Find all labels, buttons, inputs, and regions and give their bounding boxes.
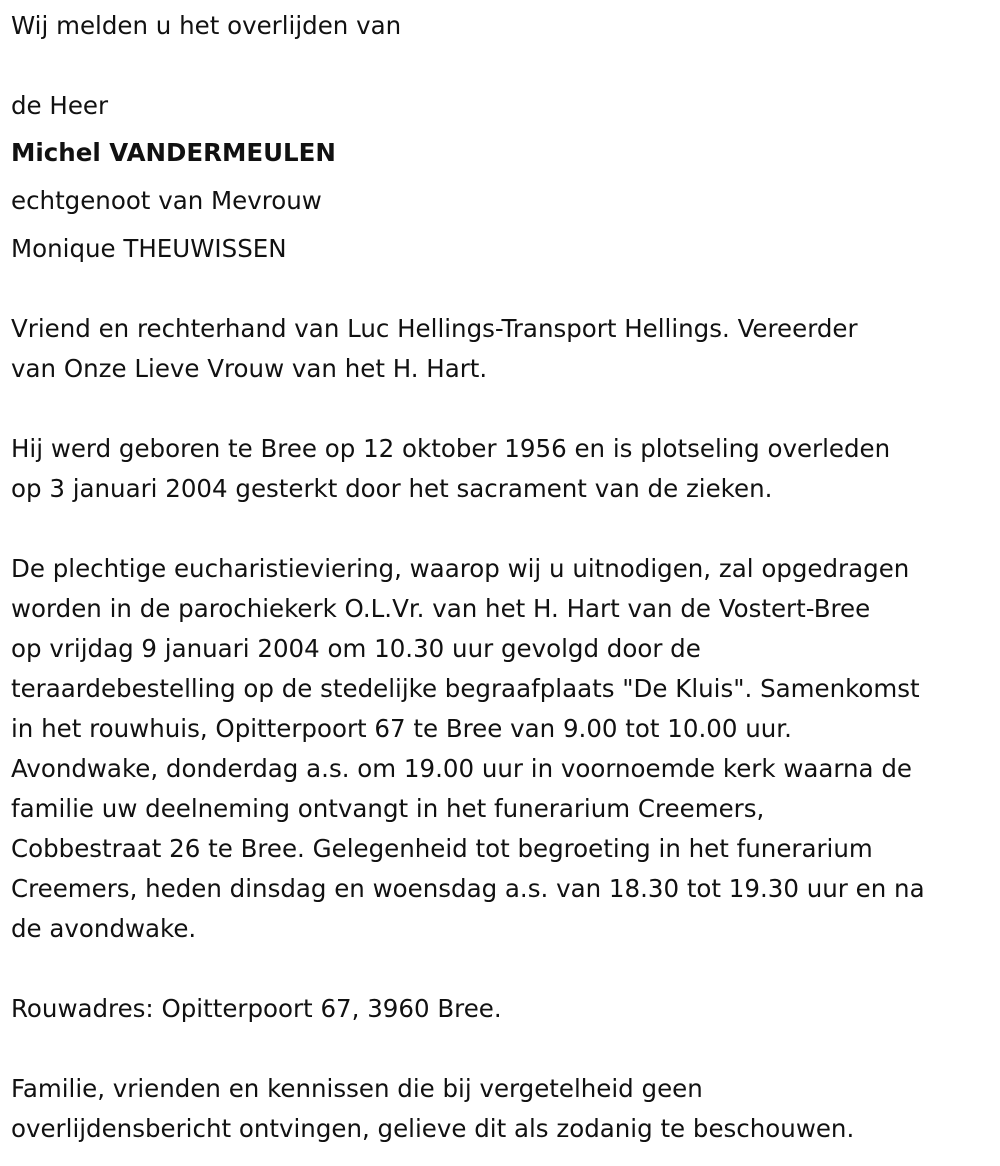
paragraph-birth-line-2: op 3 januari 2004 gesterkt door het sacrament van de zieken. <box>11 474 773 503</box>
deceased-name: Michel VANDERMEULEN <box>11 138 336 167</box>
paragraph-birth-line-1: Hij werd geboren te Bree op 12 oktober 1956 en is plotseling overleden <box>11 434 891 463</box>
paragraph-ceremony-line-6: Avondwake, donderdag a.s. om 19.00 uur in voornoemde kerk waarna de <box>11 754 912 783</box>
paragraph-ceremony-line-4: teraardebestelling op de stedelijke begraafplaats "De Kluis". Samenkomst <box>11 674 920 703</box>
paragraph-ceremony-line-9: Creemers, heden dinsdag en woensdag a.s. van 18.30 tot 19.30 uur en na <box>11 874 925 903</box>
paragraph-ceremony-line-2: worden in de parochiekerk O.L.Vr. van het H. Hart van de Vostert-Bree <box>11 594 871 623</box>
mourning-address: Rouwadres: Opitterpoort 67, 3960 Bree. <box>11 994 502 1023</box>
paragraph-ceremony-line-3: op vrijdag 9 januari 2004 om 10.30 uur gevolgd door de <box>11 634 701 663</box>
title-prefix: de Heer <box>11 91 109 120</box>
intro-text: Wij melden u het overlijden van <box>11 11 402 40</box>
closing-note-line-1: Familie, vrienden en kennissen die bij vergetelheid geen <box>11 1074 703 1103</box>
closing-note-line-2: overlijdensbericht ontvingen, gelieve dit als zodanig te beschouwen. <box>11 1114 855 1143</box>
paragraph-ceremony-line-5: in het rouwhuis, Opitterpoort 67 te Bree van 9.00 tot 10.00 uur. <box>11 714 792 743</box>
paragraph-role-line-1: Vriend en rechterhand van Luc Hellings-Transport Hellings. Vereerder <box>11 314 858 343</box>
paragraph-ceremony-line-7: familie uw deelneming ontvangt in het funerarium Creemers, <box>11 794 765 823</box>
spouse-prefix: echtgenoot van Mevrouw <box>11 186 322 215</box>
paragraph-ceremony-line-10: de avondwake. <box>11 914 197 943</box>
paragraph-role-line-2: van Onze Lieve Vrouw van het H. Hart. <box>11 354 488 383</box>
spouse-name: Monique THEUWISSEN <box>11 234 287 263</box>
paragraph-ceremony-line-8: Cobbestraat 26 te Bree. Gelegenheid tot begroeting in het funerarium <box>11 834 873 863</box>
paragraph-ceremony-line-1: De plechtige eucharistieviering, waarop wij u uitnodigen, zal opgedragen <box>11 554 910 583</box>
